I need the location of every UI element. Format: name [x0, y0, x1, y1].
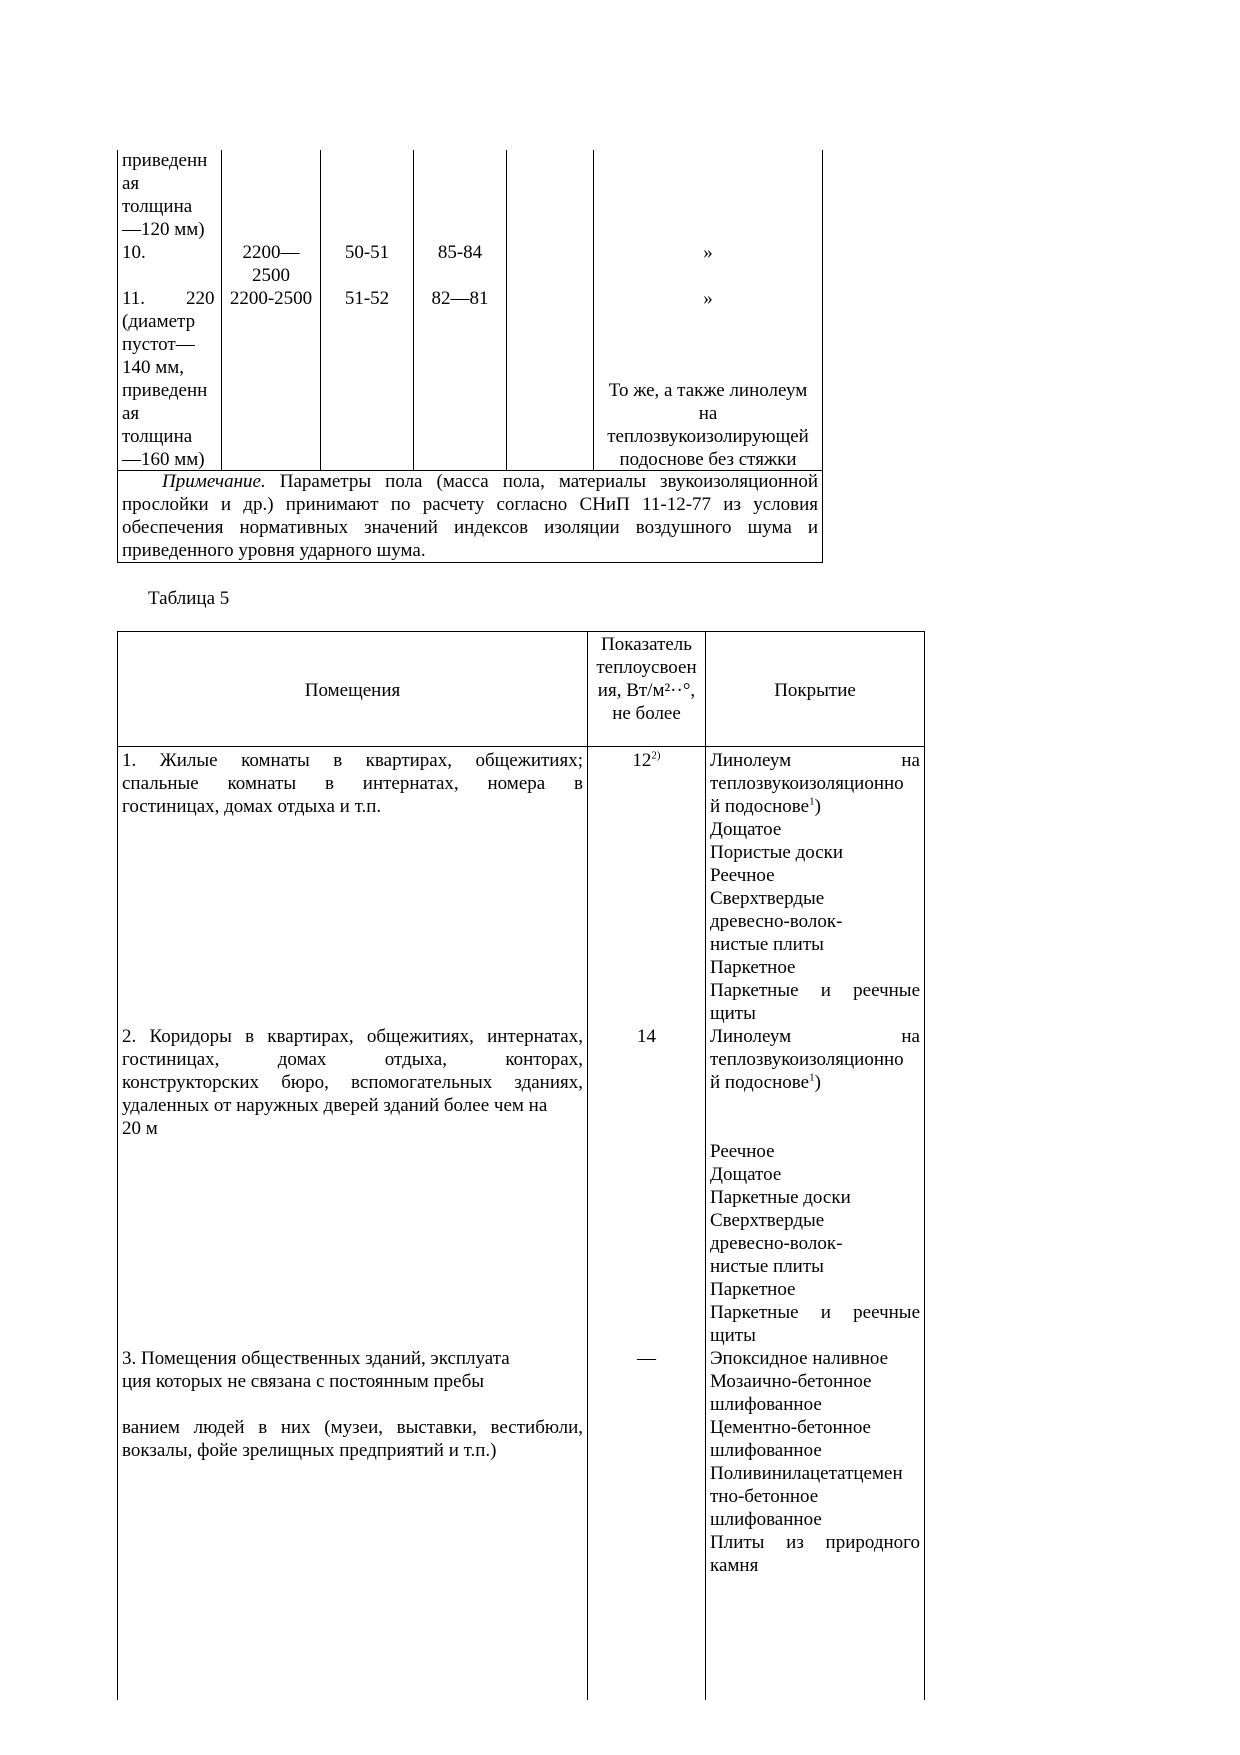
row1-index: 12$^{2)}$ — [632, 749, 661, 771]
row2-cover: Реечное — [710, 1141, 775, 1162]
note-text: Параметры пола (масса пола, материалы звукоизоляционной прослойки и др.) принимают по расчету согласно СНиП 11-12-77 из условия обеспечения нормативных значений индексов изоляции воздушного шума и приведенного уровня ударного шума. — [122, 471, 818, 561]
row2-cover: нистые плиты — [710, 1256, 824, 1277]
row3-room: ванием людей в них (музеи, выставки, вестибюли, — [122, 1417, 583, 1438]
row1-cover: й подоснове$^1$) — [710, 795, 821, 817]
row3-cover: шлифованное — [710, 1509, 822, 1530]
header-rooms: Помещения — [304, 680, 401, 701]
row1-cover: теплозвукоизоляционно — [710, 773, 904, 794]
top-row-10-index1: 50-51 — [344, 242, 390, 263]
row2-room: конструкторских бюро, вспомогательных зданиях, — [122, 1072, 583, 1093]
row3-cover: тно-бетонное — [710, 1486, 819, 1507]
row2-cover: древесно-волок- — [710, 1233, 843, 1254]
row1-cover: Реечное — [710, 865, 775, 886]
row2-room: удаленных от наружных дверей зданий более чем на — [122, 1095, 548, 1116]
row3-cover: камня — [710, 1555, 759, 1576]
top-row-11-name: —160 мм) — [122, 449, 205, 470]
top-row-10-density: 2500 — [252, 265, 290, 286]
row1-cover: щиты — [710, 1003, 756, 1024]
top-row-11-floor-extra: на — [698, 403, 718, 424]
row1-cover: Паркетное — [710, 957, 796, 978]
header-index: теплоусвоен — [596, 657, 697, 678]
row1-cover: Линолеум на — [710, 750, 920, 771]
top-row-10-name: 10. — [122, 242, 146, 263]
row2-room: 20 м — [122, 1118, 158, 1139]
row3-room: вокзалы, фойе зрелищных предприятий и т.п.) — [122, 1440, 497, 1461]
top-row-11-name: 220 — [186, 288, 215, 309]
top-row-11-floor-extra: То же, а также линолеум — [608, 380, 808, 401]
top-row-11-index1: 51-52 — [344, 288, 390, 309]
row1-room: гостиницах, домах отдыха и т.п. — [122, 796, 382, 817]
row1-cover: Пористые доски — [710, 842, 844, 863]
top-row-11-floor-extra: теплозвукоизолирующей — [607, 426, 809, 447]
table-note — [122, 470, 818, 562]
table-caption: Таблица 5 — [148, 588, 230, 609]
row3-cover: Поливинилацетатцемен — [710, 1463, 903, 1484]
row2-index: 14 — [637, 1026, 656, 1047]
row3-room: 3. Помещения общественных зданий, эксплуата — [122, 1348, 510, 1369]
top-row-11-name: толщина — [122, 426, 193, 447]
top-row-10-density: 2200— — [242, 242, 300, 263]
row3-cover: шлифованное — [710, 1394, 822, 1415]
top-row-11-floor: » — [703, 288, 713, 309]
row2-room: гостиницах, домах отдыха, конторах, — [122, 1049, 583, 1070]
row3-cover: Цементно-бетонное — [710, 1417, 871, 1438]
row2-cover: Дощатое — [710, 1164, 782, 1185]
row3-cover: Мозаично-бетонное — [710, 1371, 872, 1392]
row2-cover: щиты — [710, 1325, 756, 1346]
top-row-11-name: ая — [122, 403, 140, 424]
row2-cover: Паркетное — [710, 1279, 796, 1300]
row1-cover: Паркетные и реечные — [710, 980, 920, 1001]
top-cell-name: —120 мм) — [122, 219, 205, 240]
top-cell-name: толщина — [122, 196, 193, 217]
header-index: ия, Вт/м²··°, — [597, 680, 696, 701]
row1-cover: Дощатое — [710, 819, 782, 840]
top-cell-name: ая — [122, 173, 140, 194]
row3-cover: шлифованное — [710, 1440, 822, 1461]
row1-room: спальные комнаты в интернатах, номера в — [122, 773, 583, 794]
top-row-11-name: приведенн — [122, 380, 208, 401]
header-index: не более — [612, 703, 681, 724]
row2-cover: й подоснове$^1$) — [710, 1071, 821, 1093]
row2-cover: теплозвукоизоляционно — [710, 1049, 904, 1070]
row1-cover: древесно-волок- — [710, 911, 843, 932]
top-row-11-index2: 82—81 — [431, 288, 489, 309]
top-row-11-name: пустот— — [122, 334, 195, 355]
note-label: Примечание. — [162, 471, 266, 492]
row1-cover: нистые плиты — [710, 934, 824, 955]
top-row-11-name: 140 мм, — [122, 357, 185, 378]
row2-cover: Линолеум на — [710, 1026, 920, 1047]
row2-room: 2. Коридоры в квартирах, общежитиях, интернатах, — [122, 1026, 583, 1047]
top-row-11-floor-extra: подоснове без стяжки — [619, 449, 797, 470]
top-row-10-index2: 85-84 — [437, 242, 483, 263]
row2-cover: Сверхтвердые — [710, 1210, 825, 1231]
row1-room: 1. Жилые комнаты в квартирах, общежитиях; — [122, 750, 583, 771]
top-row-11-name: (диаметр — [122, 311, 196, 332]
top-row-11-name: 11. — [122, 288, 146, 309]
top-row-11-density: 2200-2500 — [229, 288, 313, 309]
top-row-10-floor: » — [703, 242, 713, 263]
row2-cover: Паркетные и реечные — [710, 1302, 920, 1323]
row3-index: — — [637, 1348, 656, 1369]
header-cover: Покрытие — [774, 680, 856, 701]
row3-cover: Плиты из природного — [710, 1532, 920, 1553]
row3-cover: Эпоксидное наливное — [710, 1348, 889, 1369]
header-index: Показатель — [601, 634, 692, 655]
row1-cover: Сверхтвердые — [710, 888, 825, 909]
top-cell-name: приведенн — [122, 150, 208, 171]
row3-room: ция которых не связана с постоянным пребы — [122, 1371, 485, 1392]
row2-cover: Паркетные доски — [710, 1187, 851, 1208]
